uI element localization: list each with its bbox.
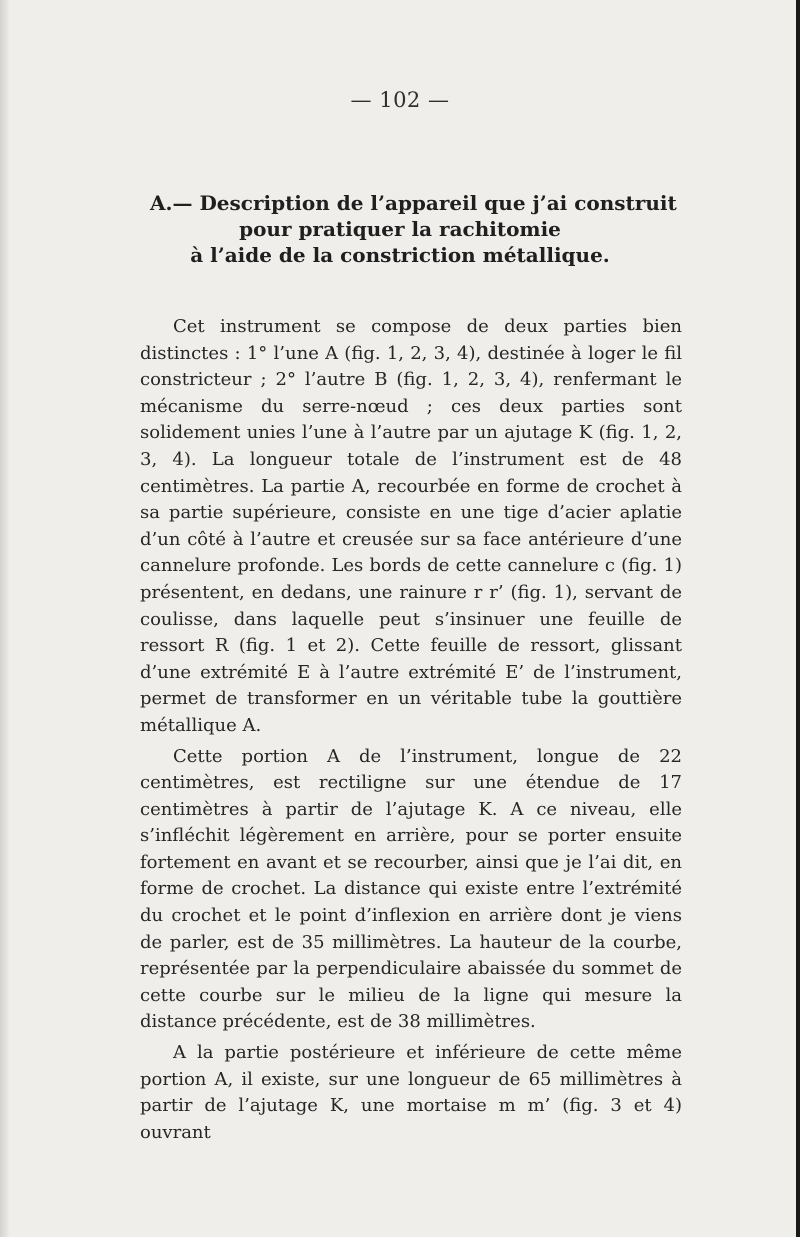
binding-shadow xyxy=(0,0,10,1237)
section-heading-line-2: pour pratiquer la rachitomie xyxy=(239,217,561,241)
section-heading-line-3: à l’aide de la constriction métallique. xyxy=(190,243,610,267)
section-heading xyxy=(120,190,680,268)
body-text xyxy=(140,314,682,1146)
paragraph: Cette portion A de l’instrument, longue de 22 centimètres, est rectiligne sur une étendue de 17 centimètres à partir de l’ajutage K. A ce niveau, elle s’infléchit légèrement en arrière, pour se porter ensuite fortement en avant et se recourber, ainsi que je l’ai dit, en forme de crochet. La distance qui existe entre l’extrémité du crochet et le point d’inflexion en arrière dont je viens de parler, est de 35 millimètres. La hauteur de la courbe, représentée par la perpendiculaire abaissée du sommet de cette courbe sur le milieu de la ligne qui mesure la distance précédente, est de 38 millimètres. xyxy=(140,745,682,1033)
scan-edge xyxy=(796,0,800,1237)
section-heading-line-1: A.— Description de l’appareil que j’ai construit xyxy=(150,191,677,215)
paragraph: A la partie postérieure et inférieure de cette même portion A, il existe, sur une longueur de 65 millimètres à partir de l’ajutage K, une mortaise m m’ (fig. 3 et 4) ouvrant xyxy=(140,1042,682,1143)
paragraph: Cet instrument se compose de deux parties bien distinctes : 1° l’une A (fig. 1, 2, 3, 4), destinée à loger le fil constricteur ; 2° l’autre B (fig. 1, 2, 3, 4), renfermant le mécanisme du serre-nœud ; ces deux parties sont solidement unies l’une à l’autre par un ajutage K (fig. 1, 2, 3, 4). La longueur totale de l’instrument est de 48 centimètres. La partie A, recourbée en forme de crochet à sa partie supérieure, consiste en une tige d’acier aplatie d’un côté à l’autre et creusée sur sa face antérieure d’une cannelure profonde. Les bords de cette cannelure c (fig. 1) présentent, en dedans, une rainure r r’ (fig. 1), servant de coulisse, dans laquelle peut s’insinuer une feuille de ressort R (fig. 1 et 2). Cette feuille de ressort, glissant d’une extrémité E à l’autre extrémité E’ de l’instrument, permet de transformer en un véritable tube la gouttière métallique A. xyxy=(140,316,682,736)
page-number: — 102 — xyxy=(350,88,450,112)
